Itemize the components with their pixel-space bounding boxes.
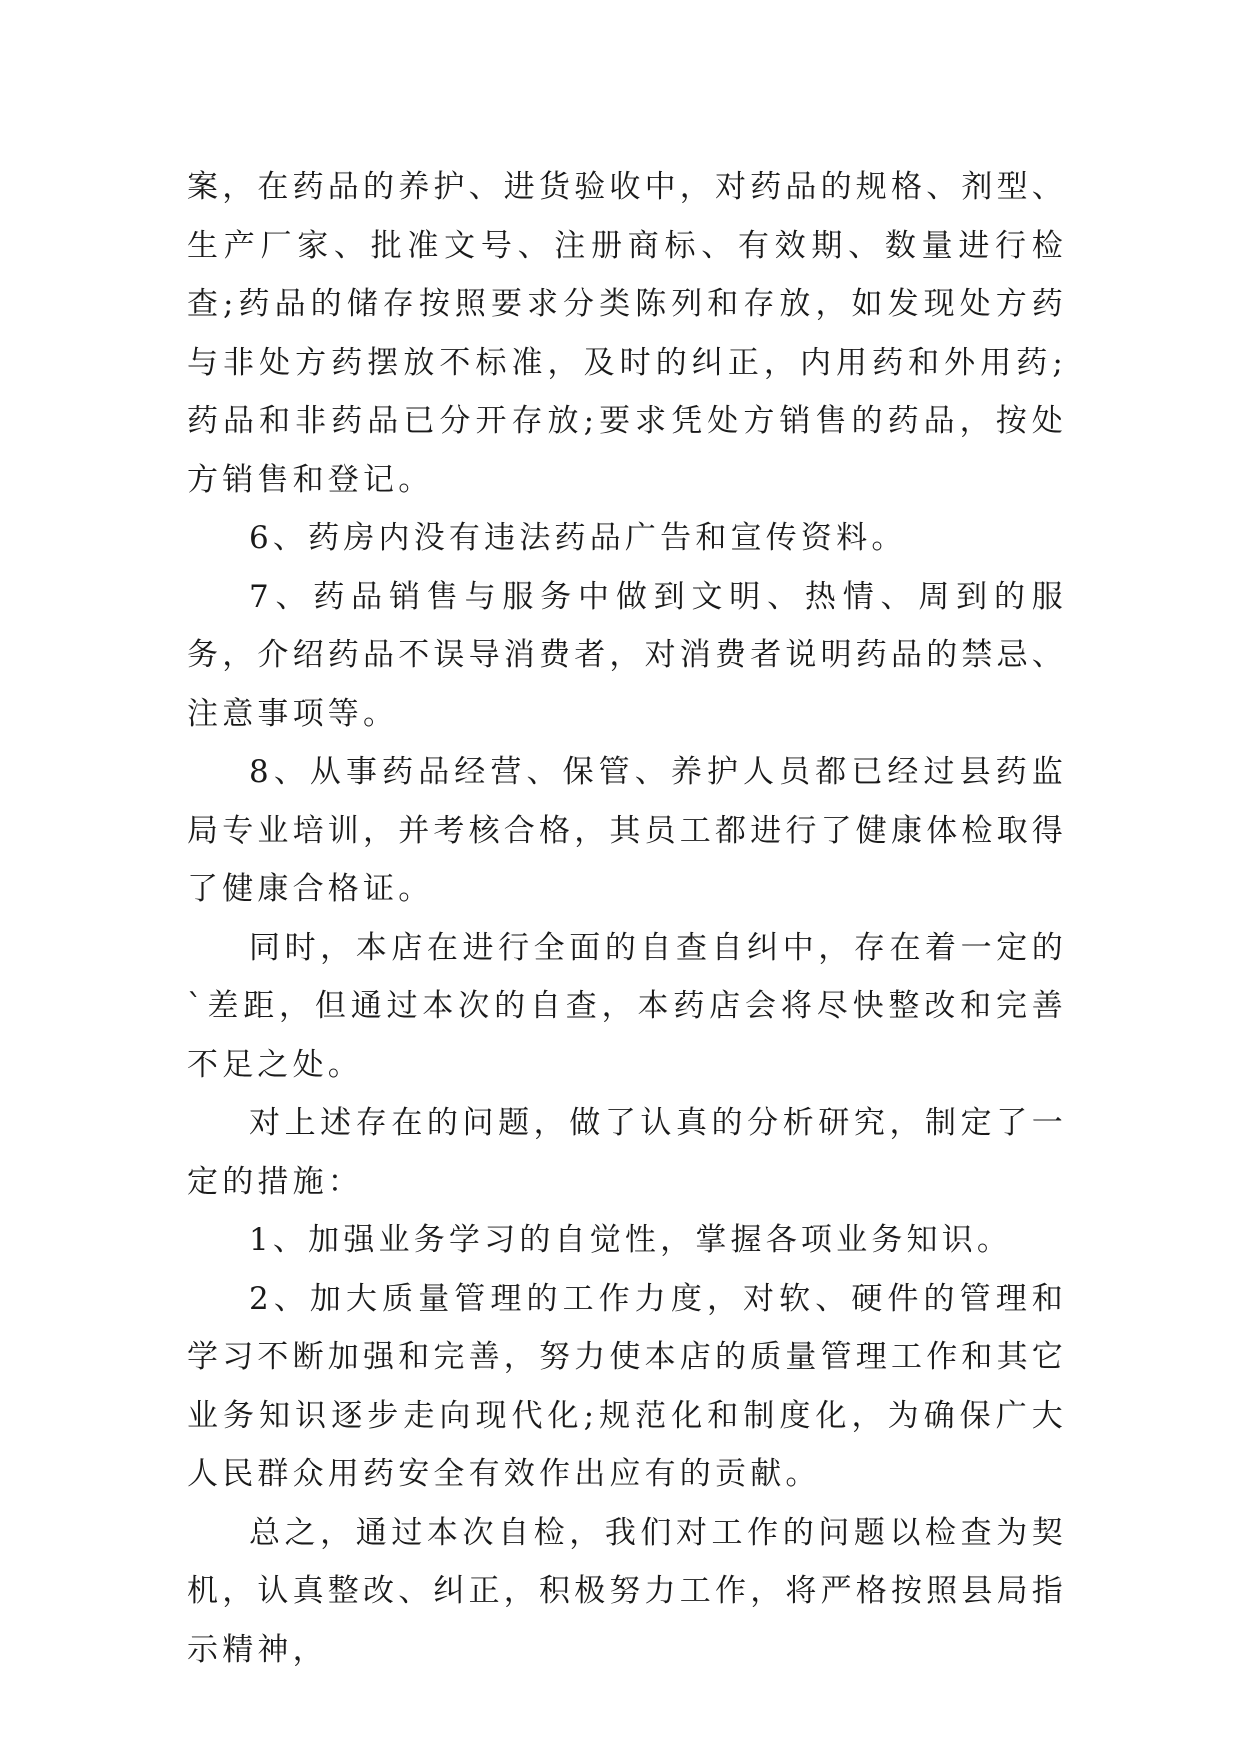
paragraph-item-6: 6、药房内没有违法药品广告和宣传资料。 xyxy=(249,520,907,556)
paragraph-measure-2: 2、加大质量管理的工作力度，对软、硬件的管理和学习不断加强和完善，努力使本店的质量管理工作和其它业务知识逐步走向现代化;规范化和制度化，为确保广大人民群众用药安全有效作出应有的贡献。 xyxy=(187,1280,1067,1492)
paragraph-gap-note: 同时，本店在进行全面的自查自纠中，存在着一定的`差距，但通过本次的自查，本药店会将尽快整改和完善不足之处。 xyxy=(187,929,1067,1083)
paragraph-item-7: 7、药品销售与服务中做到文明、热情、周到的服务，介绍药品不误导消费者，对消费者说明药品的禁忌、注意事项等。 xyxy=(187,578,1067,732)
paragraph-measure-1: 1、加强业务学习的自觉性，掌握各项业务知识。 xyxy=(249,1222,1013,1258)
paragraph-continuation: 案，在药品的养护、进货验收中，对药品的规格、剂型、生产厂家、批准文号、注册商标、有效期、数量进行检查;药品的储存按照要求分类陈列和存放，如发现处方药与非处方药摆放不标准，及时的纠正，内用药和外用药;药品和非药品已分开存放;要求凭处方销售的药品，按处方销售和登记。 xyxy=(187,169,1067,498)
paragraph-measures-intro: 对上述存在的问题，做了认真的分析研究，制定了一定的措施： xyxy=(187,1105,1067,1200)
body-text xyxy=(187,158,1067,1679)
paragraph-item-8: 8、从事药品经营、保管、养护人员都已经过县药监局专业培训，并考核合格，其员工都进行了健康体检取得了健康合格证。 xyxy=(187,754,1067,907)
paragraph-conclusion: 总之，通过本次自检，我们对工作的问题以检查为契机，认真整改、纠正，积极努力工作，将严格按照县局指示精神， xyxy=(187,1514,1067,1668)
